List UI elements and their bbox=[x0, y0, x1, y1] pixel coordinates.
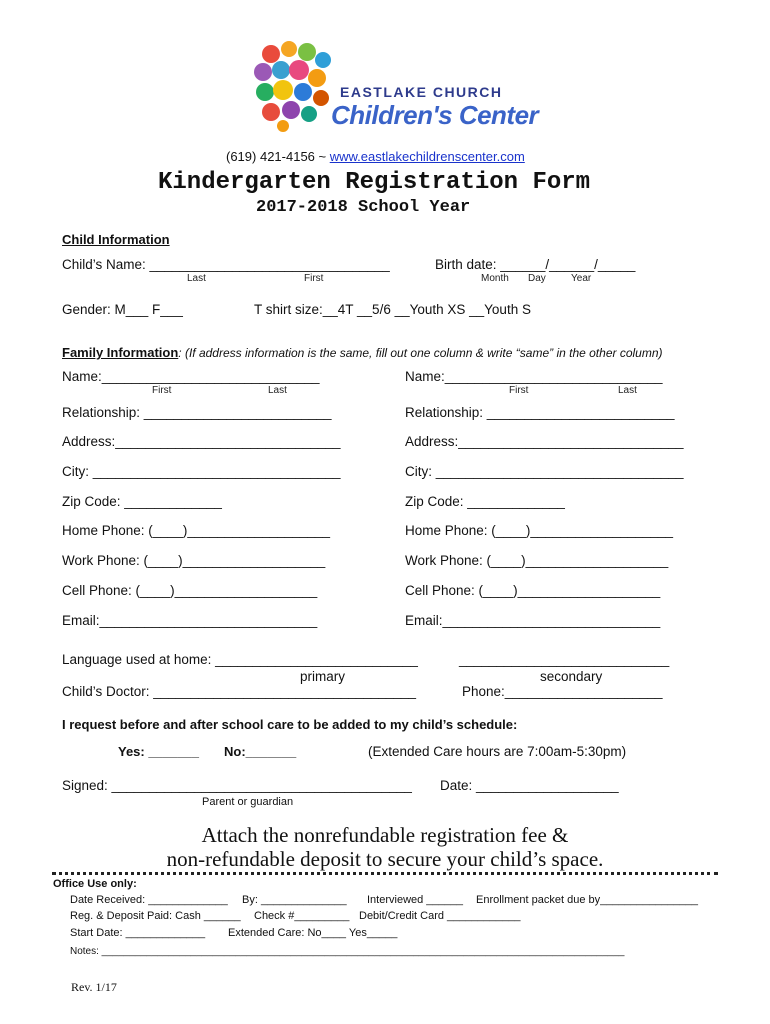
child-info-heading: Child Information bbox=[62, 232, 170, 247]
office-debit-card[interactable]: Debit/Credit Card ____________ bbox=[359, 910, 521, 922]
dotted-divider bbox=[52, 872, 718, 875]
family-info-note: : (If address information is the same, fill out one column & write “same” in the other column) bbox=[178, 346, 663, 360]
form-title: Kindergarten Registration Form bbox=[158, 169, 591, 196]
left-city-field[interactable]: City: _________________________________ bbox=[62, 464, 341, 479]
right-city-field[interactable]: City: _________________________________ bbox=[405, 464, 684, 479]
signature-sub-label: Parent or guardian bbox=[202, 796, 294, 808]
birth-year-label: Year bbox=[571, 273, 592, 284]
left-email-field[interactable]: Email:_____________________________ bbox=[62, 613, 318, 628]
doctor-field[interactable]: Child’s Doctor: ___________________________________ bbox=[62, 684, 417, 699]
right-address-field[interactable]: Address:______________________________ bbox=[405, 434, 684, 449]
left-name-first-label: First bbox=[152, 385, 172, 396]
left-name-last-label: Last bbox=[268, 385, 287, 396]
handprints-logo-icon bbox=[253, 40, 335, 132]
birth-date-field[interactable]: Birth date: ______/______/_____ bbox=[435, 257, 636, 272]
gender-field[interactable]: Gender: M___ F___ bbox=[62, 302, 183, 317]
left-zip-field[interactable]: Zip Code: _____________ bbox=[62, 494, 222, 509]
care-hours-note: (Extended Care hours are 7:00am-5:30pm) bbox=[368, 744, 627, 759]
family-info-header bbox=[62, 345, 663, 360]
right-home-phone-field[interactable]: Home Phone: (____)___________________ bbox=[405, 523, 673, 538]
family-info-heading: Family Information bbox=[62, 345, 179, 360]
form-subtitle: 2017-2018 School Year bbox=[256, 198, 471, 217]
right-zip-field[interactable]: Zip Code: _____________ bbox=[405, 494, 565, 509]
secondary-label: secondary bbox=[540, 669, 603, 684]
right-work-phone-field[interactable]: Work Phone: (____)___________________ bbox=[405, 553, 669, 568]
secondary-language-field[interactable]: ____________________________ bbox=[459, 652, 670, 667]
doctor-phone-field[interactable]: Phone:_____________________ bbox=[462, 684, 663, 699]
office-reg-deposit[interactable]: Reg. & Deposit Paid: Cash ______ bbox=[70, 910, 241, 922]
left-address-field[interactable]: Address:______________________________ bbox=[62, 434, 341, 449]
office-interviewed[interactable]: Interviewed ______ bbox=[367, 894, 464, 906]
right-name-first-label: First bbox=[509, 385, 529, 396]
care-no-field[interactable]: No:_______ bbox=[224, 744, 297, 759]
signature-date-field[interactable]: Date: ___________________ bbox=[440, 778, 619, 793]
care-yes-field[interactable]: Yes: _______ bbox=[118, 744, 199, 759]
fee-notice-line1: Attach the nonrefundable registration fee & bbox=[201, 823, 569, 847]
left-work-phone-field[interactable]: Work Phone: (____)___________________ bbox=[62, 553, 326, 568]
contact-phone: (619) 421-4156 ~ bbox=[226, 149, 330, 164]
birth-day-label: Day bbox=[528, 273, 546, 284]
child-name-last-label: Last bbox=[187, 273, 206, 284]
right-email-field[interactable]: Email:_____________________________ bbox=[405, 613, 661, 628]
website-link[interactable]: www.eastlakechildrenscenter.com bbox=[329, 149, 525, 164]
left-relationship-field[interactable]: Relationship: _________________________ bbox=[62, 405, 332, 420]
tshirt-size-field[interactable]: T shirt size:__4T __5/6 __Youth XS __Youth S bbox=[254, 302, 531, 317]
right-relationship-field[interactable]: Relationship: _________________________ bbox=[405, 405, 675, 420]
office-extended-care[interactable]: Extended Care: No____ Yes_____ bbox=[228, 927, 398, 939]
language-field[interactable]: Language used at home: ___________________________ bbox=[62, 652, 418, 667]
right-name-field[interactable]: Name:_____________________________ bbox=[405, 369, 663, 384]
care-request-text: I request before and after school care to be added to my child’s schedule: bbox=[62, 717, 518, 732]
office-start-date[interactable]: Start Date: _____________ bbox=[70, 927, 206, 939]
fee-notice-line2: non-refundable deposit to secure your child’s space. bbox=[166, 847, 604, 871]
right-name-last-label: Last bbox=[618, 385, 637, 396]
office-packet-due[interactable]: Enrollment packet due by________________ bbox=[476, 894, 699, 906]
office-date-received[interactable]: Date Received: _____________ bbox=[70, 894, 228, 906]
right-cell-phone-field[interactable]: Cell Phone: (____)___________________ bbox=[405, 583, 661, 598]
contact-line bbox=[226, 149, 525, 164]
office-by[interactable]: By: ______________ bbox=[242, 894, 347, 906]
left-home-phone-field[interactable]: Home Phone: (____)___________________ bbox=[62, 523, 330, 538]
signature-field[interactable]: Signed: ________________________________________ bbox=[62, 778, 412, 793]
birth-month-label: Month bbox=[481, 273, 509, 284]
office-use-heading: Office Use only: bbox=[53, 878, 137, 890]
office-notes[interactable]: Notes: ______________________________________________________________________________________________ bbox=[70, 946, 625, 957]
office-check[interactable]: Check #_________ bbox=[254, 910, 350, 922]
revision-label: Rev. 1/17 bbox=[71, 980, 117, 994]
left-cell-phone-field[interactable]: Cell Phone: (____)___________________ bbox=[62, 583, 318, 598]
child-name-first-label: First bbox=[304, 273, 324, 284]
primary-label: primary bbox=[300, 669, 346, 684]
child-name-field[interactable]: Child’s Name: ________________________________ bbox=[62, 257, 390, 272]
logo-church-name: EASTLAKE CHURCH bbox=[340, 84, 503, 100]
logo-center-name: Children's Center bbox=[331, 100, 539, 130]
left-name-field[interactable]: Name:_____________________________ bbox=[62, 369, 320, 384]
